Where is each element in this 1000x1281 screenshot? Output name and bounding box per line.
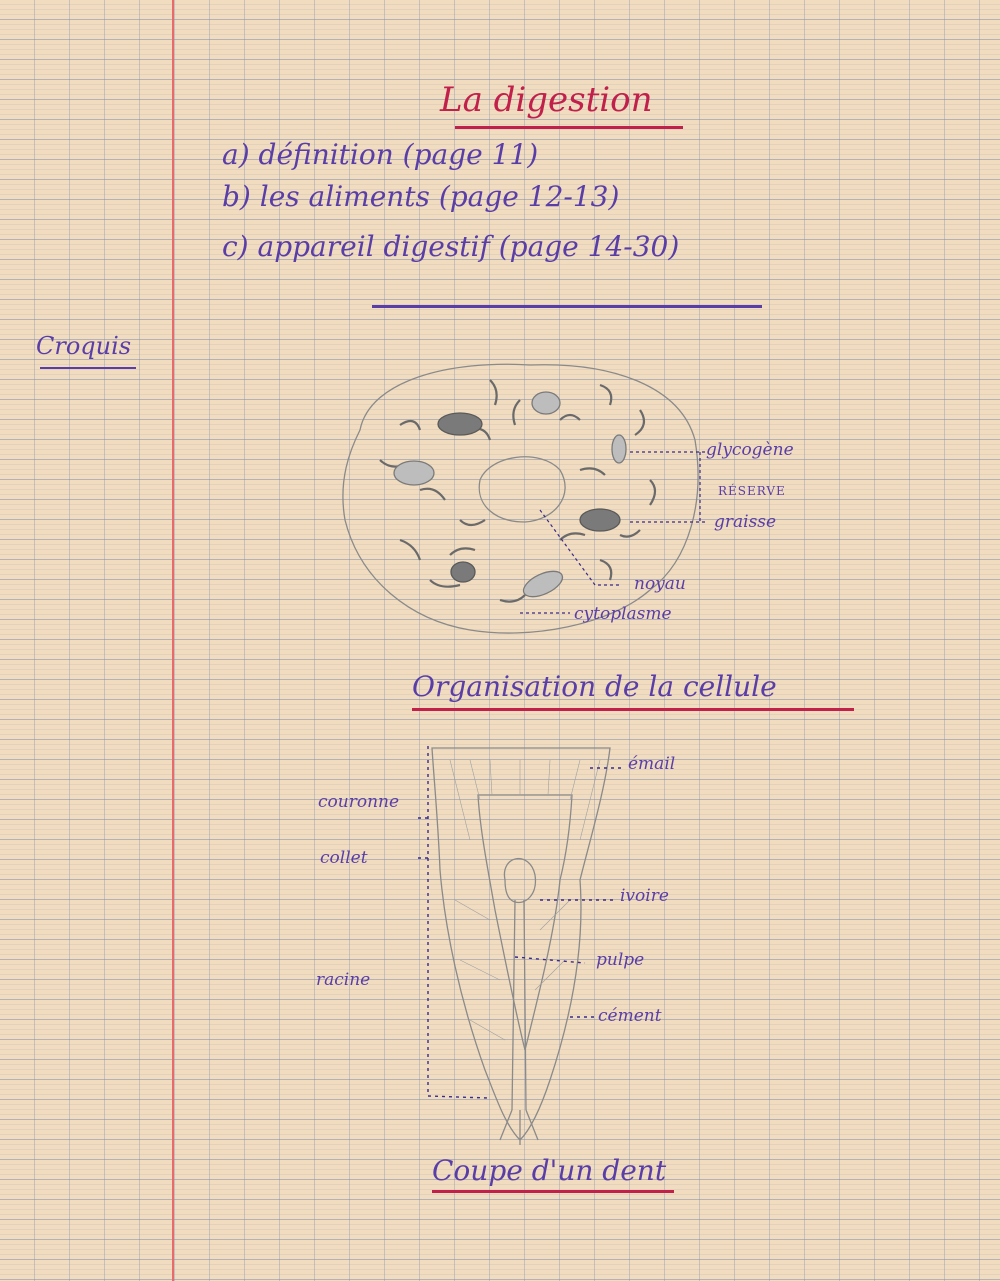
label-reserve: RÉSERVE (718, 484, 786, 498)
page-title: La digestion (440, 80, 653, 120)
margin-note: Croquis (36, 332, 132, 360)
cell-caption: Organisation de la cellule (412, 670, 777, 703)
outline-item-appareil: c) appareil digestif (page 14-30) (222, 230, 680, 263)
label-cement: cément (598, 1006, 662, 1026)
tooth-caption-underline (432, 1190, 674, 1193)
label-couronne: couronne (318, 792, 400, 812)
label-email: émail (628, 754, 676, 774)
outline-item-definition: a) définition (page 11) (222, 138, 539, 171)
tooth-drawing (418, 746, 625, 1145)
outline-item-aliments: b) les aliments (page 12-13) (222, 180, 620, 213)
label-ivoire: ivoire (620, 886, 669, 906)
label-pulpe: pulpe (596, 950, 645, 970)
label-racine: racine (316, 970, 371, 990)
cell-caption-underline (412, 708, 854, 711)
tooth-caption: Coupe d'un dent (432, 1154, 667, 1187)
label-graisse: graisse (714, 512, 777, 532)
label-noyau: noyau (634, 574, 686, 594)
label-collet: collet (320, 848, 368, 868)
label-glycogene: glycogène (706, 440, 794, 460)
label-cytoplasme: cytoplasme (574, 604, 672, 624)
